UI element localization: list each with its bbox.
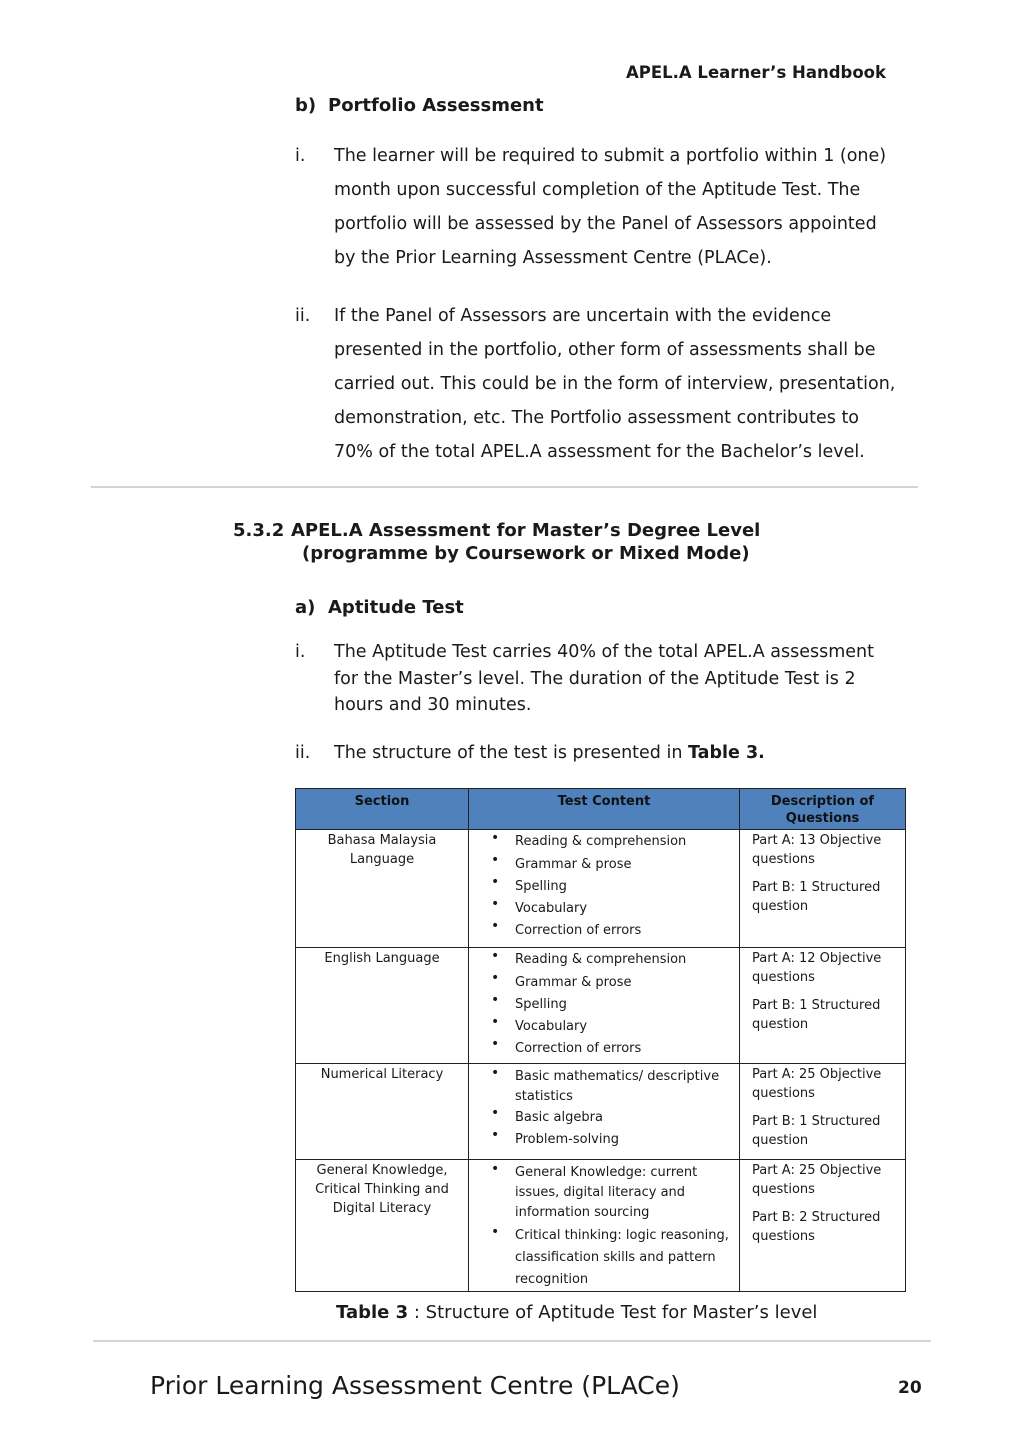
list-item: • Grammar & prose [491,972,739,994]
list-item: • Vocabulary [491,898,739,920]
list-item: • Basic algebra [491,1107,739,1129]
paragraph-line: month upon successful completion of the Aptitude Test. The [334,180,861,200]
list-item: • Reading & comprehension [491,832,739,854]
paragraph-line: presented in the portfolio, other form of assessments shall be [334,340,876,360]
aptitude-heading: Aptitude Test [328,597,464,618]
list-item: • General Knowledge: current issues, digital literacy and information sourcing [491,1163,739,1223]
table-row [296,1160,906,1292]
paragraph-line: The learner will be required to submit a portfolio within 1 (one) [334,146,887,166]
table-header-row [296,789,906,830]
section-divider [91,486,918,488]
portfolio-item-1 [334,146,903,282]
paragraph-line: If the Panel of Assessors are uncertain with the evidence [334,306,832,326]
description-text: Part B: 1 Structured question [752,880,881,914]
list-numeral: ii. [295,306,311,326]
description-cell [740,1160,906,1292]
section-title [291,519,760,565]
list-item: • Critical thinking: logic reasoning, classification skills and pattern recognition [491,1225,739,1291]
description-text: Part B: 1 Structured question [752,1114,881,1148]
content-cell [469,1160,740,1292]
column-header-label: Description of Questions [770,794,875,826]
list-numeral: i. [295,642,306,662]
section-label: General Knowledge, Critical Thinking and Digital Literacy [315,1163,449,1216]
aptitude-item-1 [334,642,903,722]
list-item: • Vocabulary [491,1016,739,1038]
section-cell [296,1160,469,1292]
portfolio-heading: Portfolio Assessment [328,95,544,116]
section-cell [296,1064,469,1160]
column-header-label: Section [354,794,410,809]
list-item: • Reading & comprehension [491,950,739,972]
paragraph-line: The Aptitude Test carries 40% of the total APEL.A assessment [334,642,874,662]
description-text: Part A: 13 Objective questions [752,833,882,867]
list-item: • Spelling [491,994,739,1016]
paragraph-line: carried out. This could be in the form of interview, presentation, [334,374,896,394]
list-numeral: ii. [295,743,311,763]
list-item: • Correction of errors [491,920,739,942]
content-cell [469,830,740,948]
description-cell [740,948,906,1064]
footer-centre-name: Prior Learning Assessment Centre (PLACe) [150,1371,680,1400]
column-header-label: Test Content [557,794,651,809]
table-caption [336,1302,817,1323]
section-cell [296,948,469,1064]
table-row [296,830,906,948]
content-cell [469,1064,740,1160]
column-header [296,789,469,830]
portfolio-heading-marker: b) [295,95,317,116]
paragraph-line: demonstration, etc. The Portfolio assessment contributes to [334,408,860,428]
section-label: Bahasa Malaysia Language [327,833,437,867]
content-list [469,1160,739,1291]
list-item: • Problem-solving [491,1129,739,1151]
content-list [469,948,739,1060]
aptitude-structure-table [295,788,906,1292]
section-label: Numerical Literacy [320,1067,444,1082]
section-title-line: APEL.A Assessment for Master’s Degree Level [291,520,761,541]
section-number: 5.3.2 [233,520,285,541]
list-item: • Grammar & prose [491,854,739,876]
content-cell [469,948,740,1064]
paragraph-text: The structure of the test is presented in [334,743,688,763]
list-item: • Basic mathematics/ descriptive statistics [491,1067,739,1107]
caption-label: Table 3 [336,1302,409,1323]
section-cell [296,830,469,948]
list-item: • Spelling [491,876,739,898]
paragraph-line: 70% of the total APEL.A assessment for the Bachelor’s level. [334,442,865,462]
paragraph-line: hours and 30 minutes. [334,695,532,715]
description-text: Part A: 12 Objective questions [752,951,882,985]
aptitude-heading-marker: a) [295,597,316,618]
content-list [469,830,739,942]
paragraph-line: for the Master’s level. The duration of the Aptitude Test is 2 [334,668,856,689]
table-row [296,948,906,1064]
running-header: APEL.A Learner’s Handbook [626,63,886,82]
description-text: Part A: 25 Objective questions [752,1163,882,1197]
list-numeral: i. [295,146,306,166]
page-number: 20 [898,1378,922,1398]
footer-divider [93,1340,931,1342]
caption-text: : Structure of Aptitude Test for Master’s level [408,1302,818,1323]
table-row [296,1064,906,1160]
description-text: Part B: 2 Structured questions [752,1210,881,1244]
description-text: Part A: 25 Objective questions [752,1067,882,1101]
column-header [740,789,906,830]
description-cell [740,1064,906,1160]
list-item: • Correction of errors [491,1038,739,1060]
aptitude-item-2 [334,743,765,763]
paragraph-line: by the Prior Learning Assessment Centre (PLACe). [334,248,772,268]
portfolio-item-2 [334,306,903,476]
column-header [469,789,740,830]
table-reference: Table 3. [688,743,765,763]
paragraph-line: portfolio will be assessed by the Panel of Assessors appointed [334,214,877,234]
description-cell [740,830,906,948]
section-label: English Language [324,951,440,966]
description-text: Part B: 1 Structured question [752,998,881,1032]
section-title-line: (programme by Coursework or Mixed Mode) [302,543,750,564]
content-list [469,1064,739,1151]
